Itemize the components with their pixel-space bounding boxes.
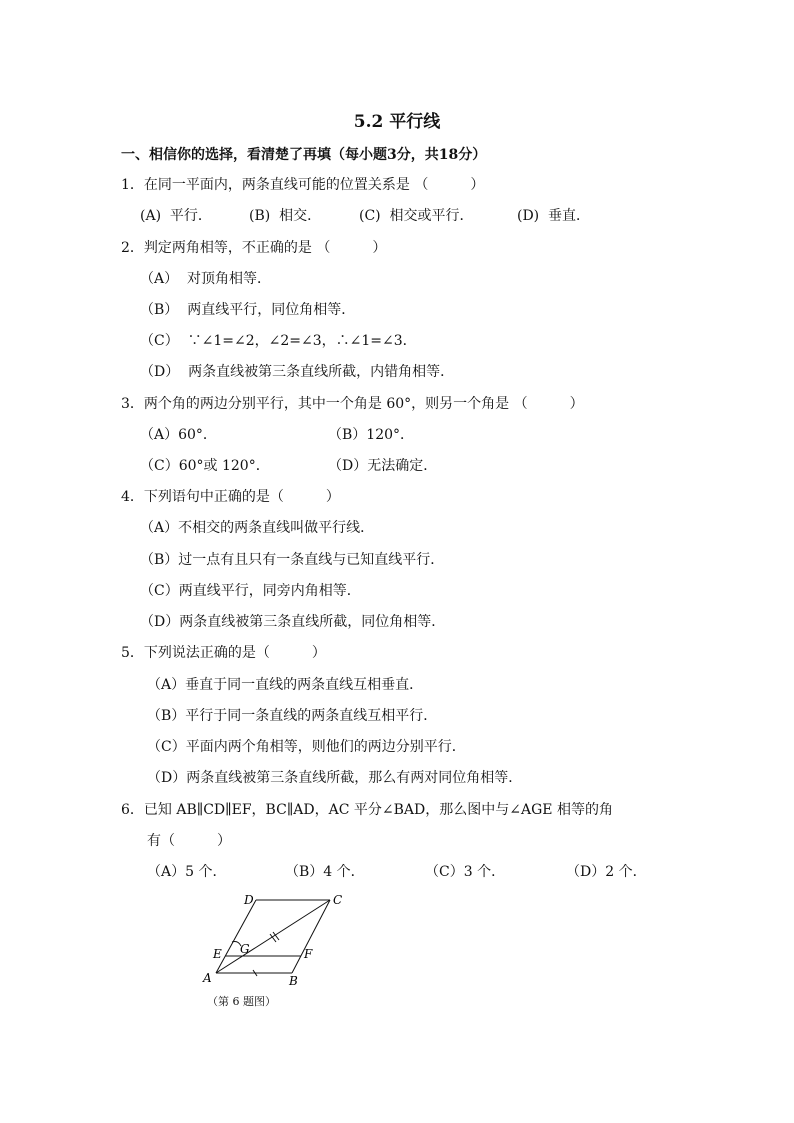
q6-option-b: （B）4 个．	[285, 864, 365, 880]
q4-option-b: （B）过一点有且只有一条直线与已知直线平行．	[140, 552, 445, 568]
figure-caption: （第 6 题图）	[207, 995, 276, 1008]
q1-option-d: (D) 垂直．	[517, 208, 591, 224]
segment-ac	[216, 900, 330, 973]
q5-option-d: （D）两条直线被第三条直线所截，那么有两对同位角相等．	[147, 770, 523, 786]
question-6-stem: 6．已知 AB∥CD∥EF，BC∥AD，AC 平分∠BAD，那么图中与∠AGE 相等的角	[121, 802, 613, 818]
q2-option-a: （A） 对顶角相等．	[140, 271, 272, 287]
q4-option-a: （A）不相交的两条直线叫做平行线．	[140, 520, 375, 536]
question-5-stem: 5．下列说法正确的是（ ）	[121, 645, 326, 661]
q6-option-a: （A）5 个．	[147, 864, 227, 880]
q2-option-d: （D） 两条直线被第三条直线所截，内错角相等．	[140, 364, 455, 380]
q2-option-b: （B） 两直线平行，同位角相等．	[140, 302, 356, 318]
q5-option-a: （A）垂直于同一直线的两条直线互相垂直．	[147, 677, 424, 693]
q3-option-b: （B）120°．	[328, 427, 415, 443]
q1-option-a: (A) 平行．	[140, 208, 212, 224]
q3-option-a: （A）60°．	[140, 427, 217, 443]
q5-option-b: （B）平行于同一条直线的两条直线互相平行．	[147, 708, 438, 724]
q2-option-c: （C） ∵∠1=∠2，∠2=∠3，∴∠1=∠3．	[140, 333, 417, 349]
q4-option-d: （D）两条直线被第三条直线所截，同位角相等．	[140, 614, 446, 630]
label-g: G	[240, 942, 250, 956]
question-4-stem: 4．下列语句中正确的是（ ）	[121, 489, 340, 505]
label-c: C	[333, 893, 343, 907]
q6-option-d: （D）2 个．	[566, 864, 647, 880]
segment-ad	[216, 900, 256, 973]
parallelogram-figure	[196, 890, 356, 990]
question-3-stem: 3．两个角的两边分别平行，其中一个角是 60°，则另一个角是 （ ）	[121, 396, 584, 412]
label-a: A	[203, 971, 212, 985]
q4-option-c: （C）两直线平行，同旁内角相等．	[140, 583, 361, 599]
segment-bc	[292, 900, 330, 973]
label-e: E	[213, 947, 222, 961]
question-1-stem: 1．在同一平面内，两条直线可能的位置关系是 （ ）	[121, 177, 485, 193]
q6-option-c: （C）3 个．	[425, 864, 506, 880]
page-title: 5.2 平行线	[353, 112, 441, 132]
label-f: F	[304, 947, 313, 961]
q5-option-c: （C）平面内两个角相等，则他们的两边分别平行．	[147, 739, 466, 755]
q1-option-c: (C) 相交或平行．	[359, 208, 474, 224]
section-heading: 一、相信你的选择，看清楚了再填（每小题3分，共18分）	[121, 147, 487, 163]
q3-option-d: （D）无法确定．	[328, 458, 438, 474]
label-d: D	[244, 893, 254, 907]
q1-option-b: (B) 相交．	[249, 208, 322, 224]
question-6-stem-cont: 有（ ）	[147, 833, 231, 849]
question-2-stem: 2．判定两角相等，不正确的是 （ ）	[121, 240, 387, 256]
label-b: B	[289, 974, 298, 988]
q3-option-c: （C）60°或 120°．	[140, 458, 270, 474]
